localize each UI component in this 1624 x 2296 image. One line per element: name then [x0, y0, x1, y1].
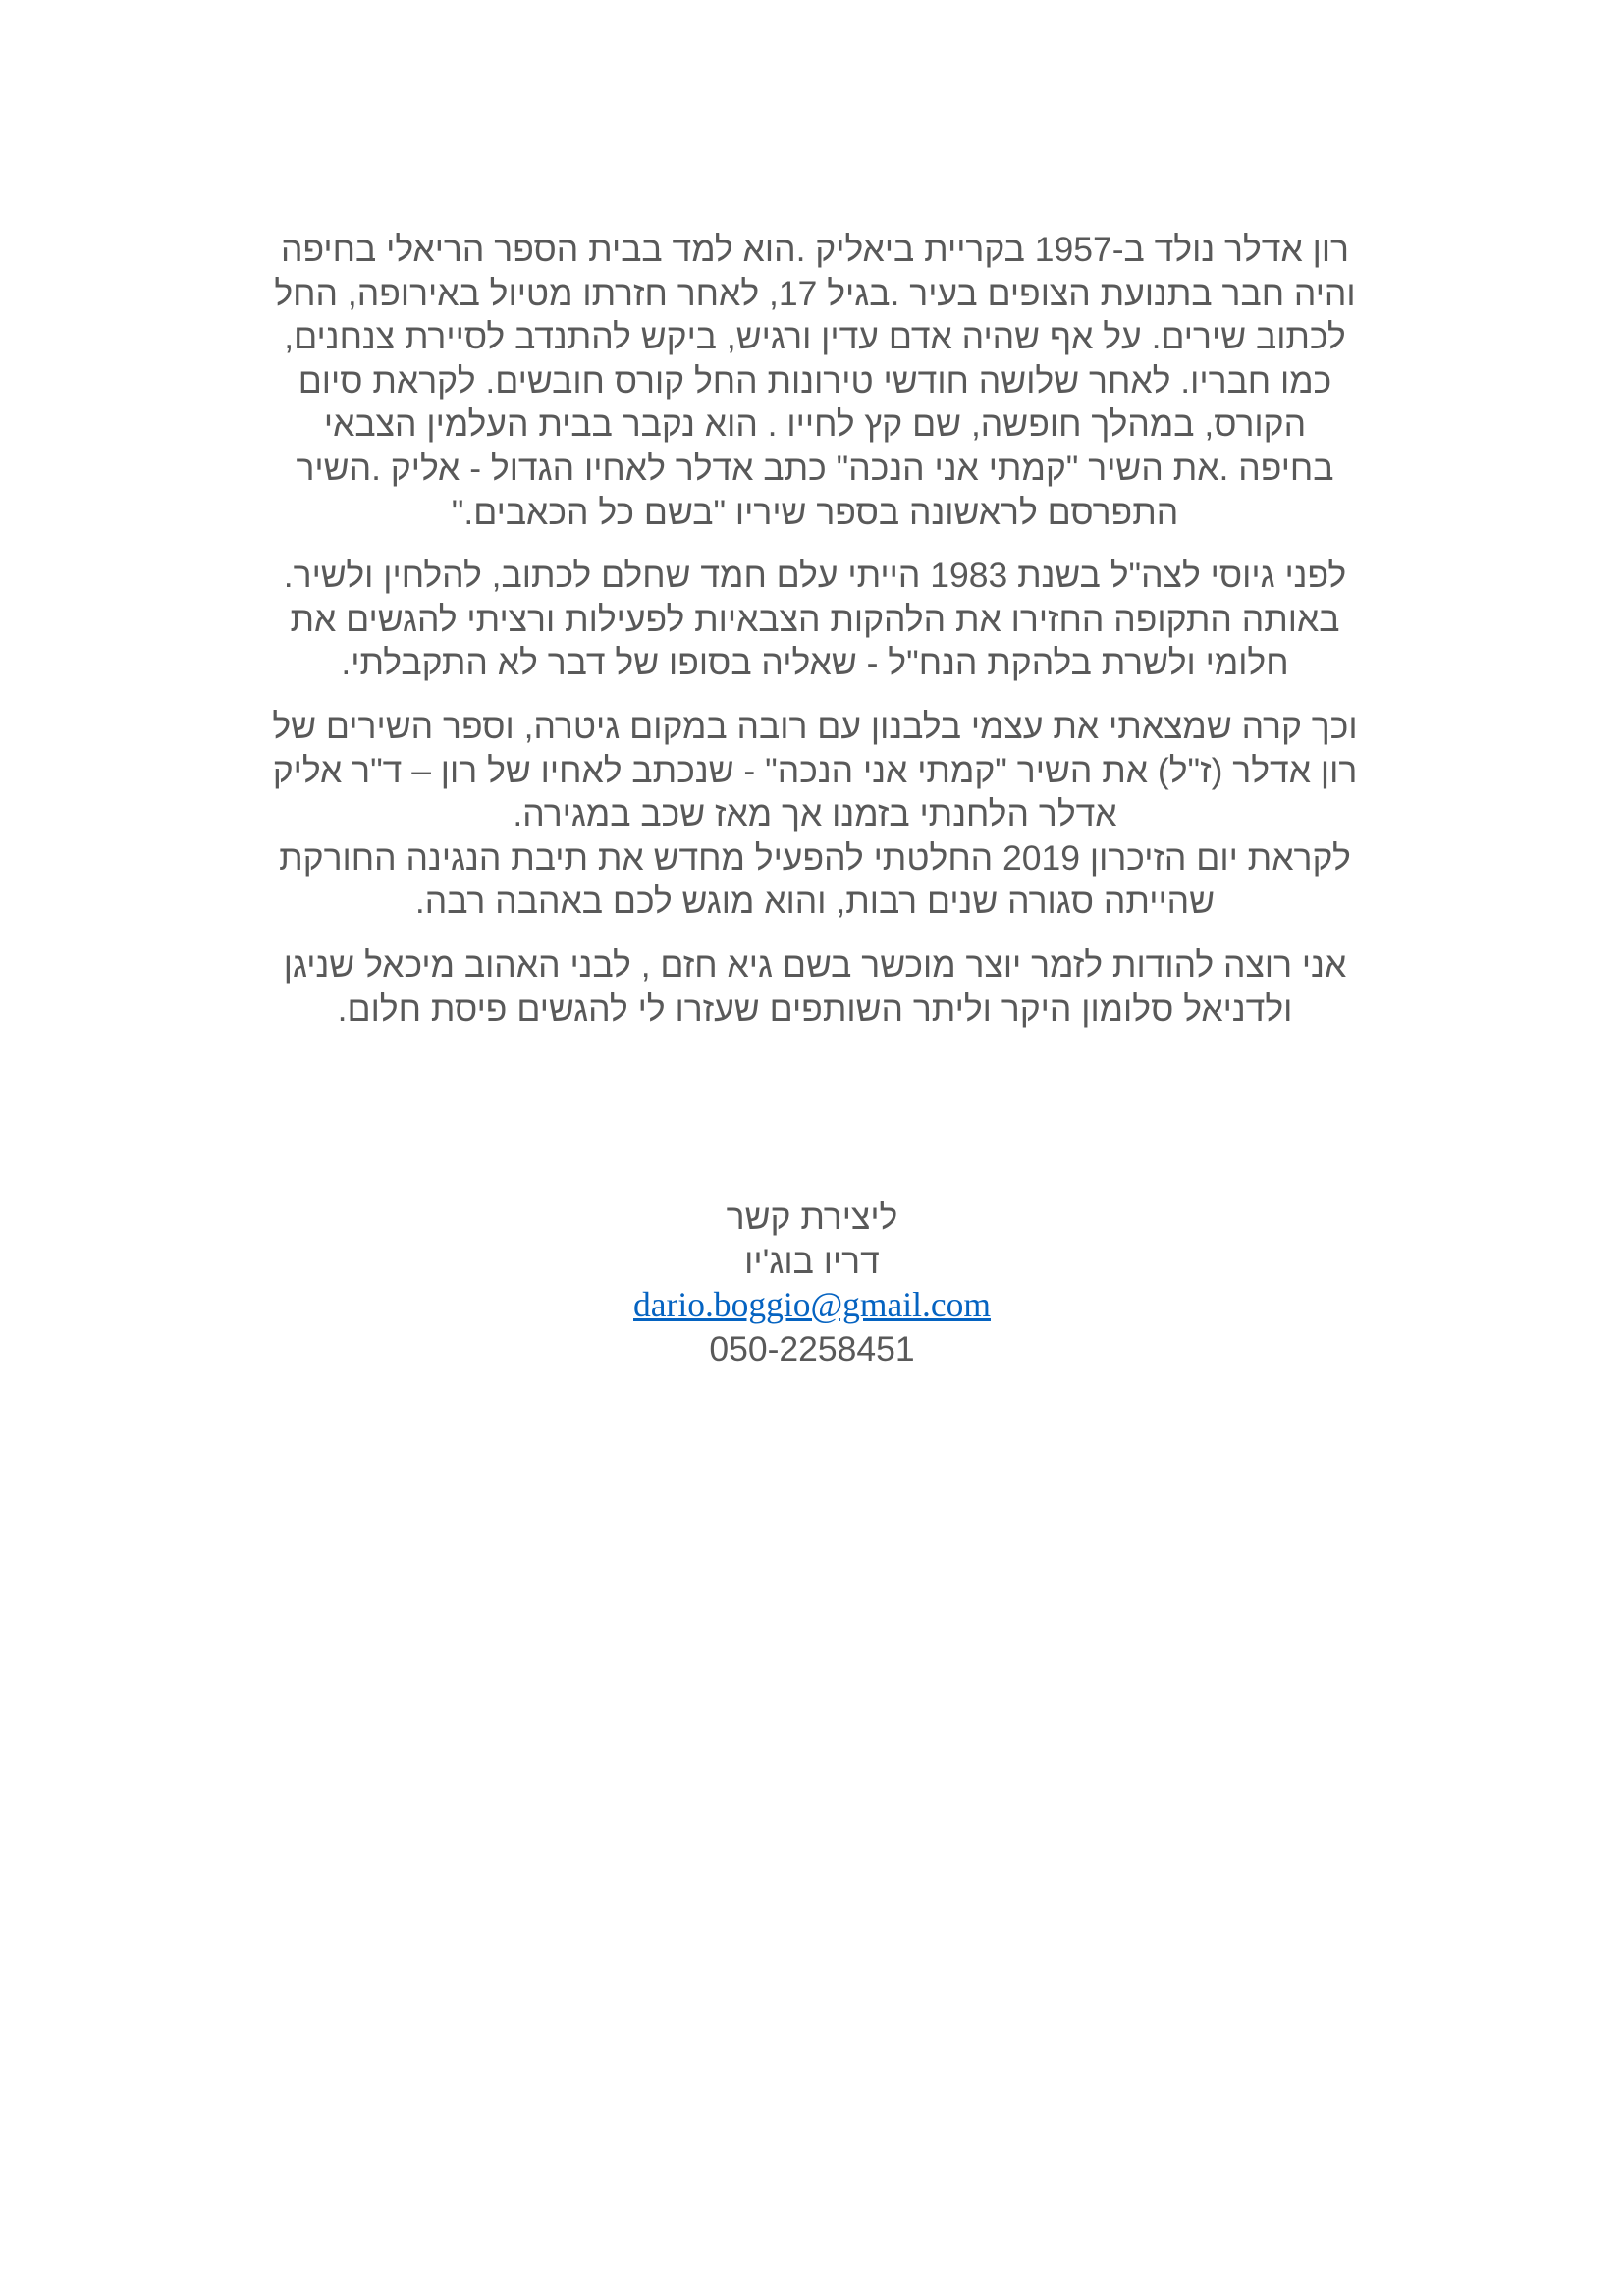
paragraph-thanks [245, 943, 1384, 1031]
text-line: שהייתה סגורה שנים רבות, והוא מוגש לכם באהבה רבה. [414, 881, 1216, 922]
text-line: אדלר הלחנתי בזמנו אך מאז שכב במגירה. [513, 794, 1117, 834]
contact-name: דריו בוג'יו [744, 1241, 880, 1281]
contact-phone: 050-2258451 [709, 1328, 915, 1368]
contact-heading: ליצירת קשר [726, 1198, 898, 1237]
text-line: כמו חבריו. לאחר שלושה חודשי טירונות החל קורס חובשים. לקראת סיום [298, 360, 1332, 400]
paragraph-enlistment [245, 554, 1384, 685]
text-line: הקורס, במהלך חופשה, שם קץ לחייו . הוא נקבר בבית העלמין הצבאי [323, 404, 1307, 445]
document-body [245, 228, 1384, 1031]
paragraph-spacer [245, 685, 1384, 705]
text-line: חלומי ולשרת בלהקת הנח"ל - שאליה בסופו של דבר לא התקבלתי. [341, 643, 1289, 683]
text-line: לקראת יום הזיכרון 2019 החלטתי להפעיל מחדש את תיבת הנגינה החורקת [279, 837, 1351, 878]
text-line: לפני גיוסי לצה"ל בשנת 1983 הייתי עלם חמד שחלם לכתוב, להלחין ולשיר. [283, 556, 1347, 596]
text-line: רון אדלר (ז"ל) את השיר "קמתי אני הנכה" - שנכתב לאחיו של רון – ד"ר אליק [272, 750, 1358, 790]
text-line: אני רוצה להודות לזמר יוצר מוכשר בשם גיא חזם , לבני האהוב מיכאל שניגן [283, 944, 1347, 985]
paragraph-lebanon [245, 705, 1384, 924]
contact-email-line [517, 1283, 1107, 1327]
text-line: ולדניאל סלומון היקר וליתר השותפים שעזרו לי להגשים פיסת חלום. [337, 988, 1293, 1029]
text-line: לכתוב שירים. על אף שהיה אדם עדין ורגיש, ביקש להתנדב לסיירת צנחנים, [284, 317, 1346, 357]
text-line: והיה חבר בתנועת הצופים בעיר .בגיל 17, לאחר חזרתו מטיול באירופה, החל [274, 273, 1356, 313]
text-line: רון אדלר נולד ב-1957 בקריית ביאליק .הוא למד בבית הספר הריאלי בחיפה [280, 230, 1350, 269]
text-line: באותה התקופה החזירו את הלהקות הצבאיות לפעילות ורציתי להגשים את [290, 599, 1340, 639]
contact-email-link[interactable]: dario.boggio@gmail.com [633, 1285, 991, 1325]
contact-block [517, 1196, 1107, 1370]
text-line: וכך קרה שמצאתי את עצמי בלבנון עם רובה במקום גיטרה, וספר השירים של [272, 706, 1358, 746]
paragraph-spacer [245, 534, 1384, 554]
text-line: בחיפה .את השיר "קמתי אני הנכה" כתב אדלר לאחיו הגדול - אליק .השיר [296, 448, 1334, 488]
text-line: התפרסם לראשונה בספר שיריו "בשם כל הכאבים." [451, 492, 1179, 532]
paragraph-spacer [245, 924, 1384, 943]
paragraph-bio [245, 228, 1384, 534]
